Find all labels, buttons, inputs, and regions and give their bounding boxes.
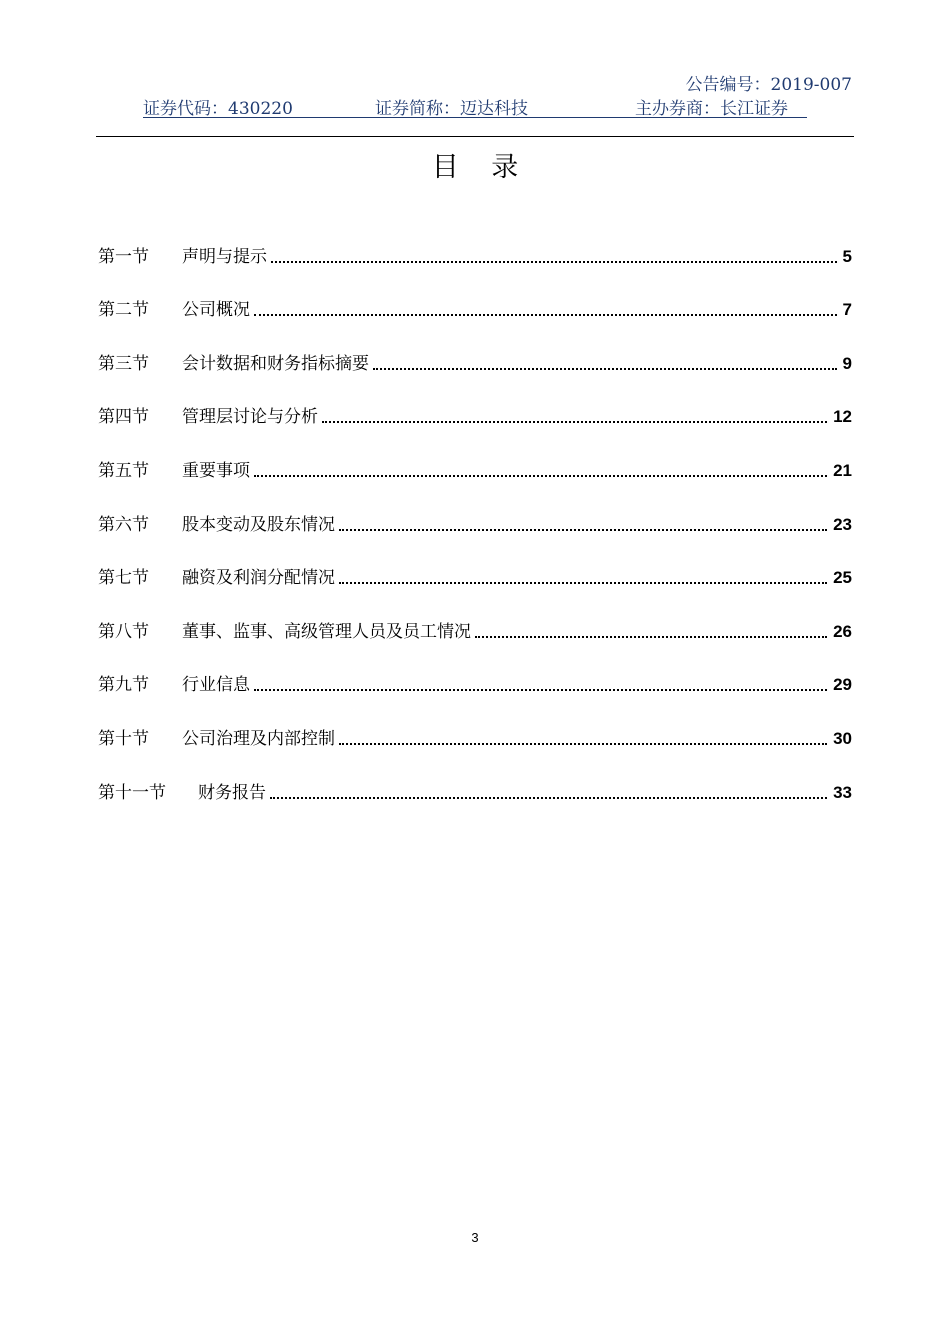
toc-leader (475, 636, 827, 638)
toc-entry-title: 股本变动及股东情况 (182, 514, 335, 535)
toc-entry-title: 公司概况 (182, 300, 250, 321)
toc-page-number: 29 (833, 675, 852, 695)
toc-entry[interactable] (98, 749, 852, 803)
toc-leader (271, 261, 837, 263)
toc-leader (339, 743, 827, 745)
toc-section: 第九节 (98, 675, 149, 696)
table-of-contents (98, 213, 852, 803)
toc-page-number: 5 (842, 246, 852, 266)
toc-entry-title: 会计数据和财务指标摘要 (182, 353, 369, 374)
toc-entry-title: 融资及利润分配情况 (182, 568, 335, 589)
toc-entry-title: 声明与提示 (182, 246, 267, 267)
toc-leader (322, 421, 827, 423)
toc-page-number: 33 (833, 782, 852, 802)
header-info-row (143, 94, 807, 118)
toc-entry[interactable] (98, 213, 852, 267)
stock-code: 证券代码：430220 (143, 99, 293, 119)
toc-entry[interactable] (98, 695, 852, 749)
toc-section: 第十一节 (98, 782, 166, 803)
toc-leader (254, 475, 827, 477)
toc-section: 第二节 (98, 300, 149, 321)
sponsor-broker: 主办券商：长江证券 (635, 99, 788, 119)
page-number: 3 (471, 1230, 479, 1245)
toc-entry-title: 董事、监事、高级管理人员及员工情况 (182, 621, 471, 642)
toc-leader (339, 582, 827, 584)
toc-page-number: 9 (842, 353, 852, 373)
stock-abbreviation: 证券简称：迈达科技 (375, 99, 528, 119)
toc-title: 目 录 (431, 152, 531, 183)
notice-number: 公告编号：2019-007 (685, 75, 852, 95)
toc-leader (254, 314, 837, 316)
toc-section: 第七节 (98, 568, 149, 589)
toc-leader (270, 797, 827, 799)
toc-leader (339, 529, 827, 531)
toc-entry-title: 管理层讨论与分析 (182, 407, 318, 428)
toc-section: 第一节 (98, 246, 149, 267)
toc-entry[interactable] (98, 588, 852, 642)
toc-page-number: 30 (833, 728, 852, 748)
toc-page-number: 12 (833, 407, 852, 427)
toc-leader (373, 368, 837, 370)
toc-section: 第十节 (98, 728, 149, 749)
toc-entry[interactable] (98, 427, 852, 481)
toc-entry[interactable] (98, 374, 852, 428)
toc-section: 第四节 (98, 407, 149, 428)
toc-section: 第八节 (98, 621, 149, 642)
toc-page-number: 23 (833, 514, 852, 534)
toc-entry-title: 公司治理及内部控制 (182, 728, 335, 749)
toc-page-number: 21 (833, 460, 852, 480)
toc-section: 第五节 (98, 460, 149, 481)
toc-page-number: 26 (833, 621, 852, 641)
toc-page-number: 7 (842, 300, 852, 320)
toc-entry[interactable] (98, 535, 852, 589)
toc-entry[interactable] (98, 320, 852, 374)
toc-section: 第三节 (98, 353, 149, 374)
toc-entry-title: 行业信息 (182, 675, 250, 696)
toc-section: 第六节 (98, 514, 149, 535)
toc-entry-title: 重要事项 (182, 460, 250, 481)
toc-entry[interactable] (98, 267, 852, 321)
toc-entry[interactable] (98, 481, 852, 535)
toc-entry[interactable] (98, 642, 852, 696)
header-underline (143, 117, 807, 118)
toc-leader (254, 689, 827, 691)
toc-entry-title: 财务报告 (198, 782, 266, 803)
toc-page-number: 25 (833, 568, 852, 588)
header-rule (96, 136, 854, 137)
